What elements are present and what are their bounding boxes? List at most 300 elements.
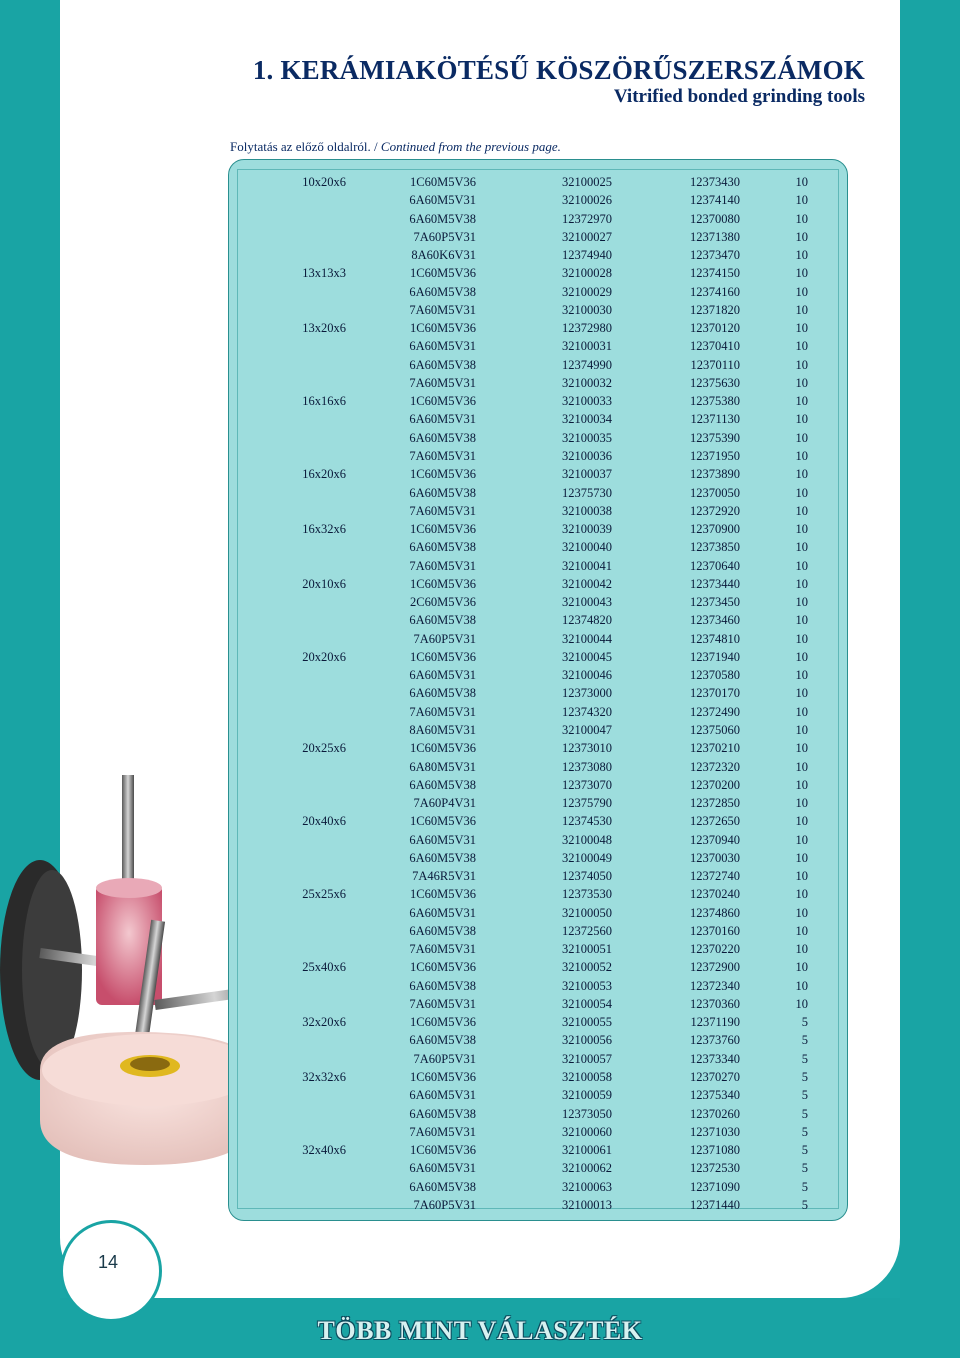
qty-cell: 10: [795, 814, 808, 829]
table-row: [238, 374, 808, 392]
article-cell: 12371030: [690, 1124, 740, 1139]
size-cell: [238, 611, 346, 629]
spec-cell: 1C60M5V36: [410, 175, 476, 189]
spec-cell: 7A46R5V31: [412, 869, 476, 884]
size-cell: [238, 831, 346, 849]
qty-cell: 10: [795, 211, 808, 226]
article-cell: 12370940: [690, 832, 740, 847]
table-row: [238, 922, 808, 940]
spec-cell: 6A60M5V38: [409, 1179, 476, 1194]
size-cell: 20x10x6: [302, 576, 346, 591]
article-cell: 12370240: [690, 887, 740, 902]
spec-cell: 6A60M5V31: [409, 1088, 476, 1103]
table-row: [238, 721, 808, 739]
spec-cell: 6A60M5V31: [409, 832, 476, 847]
table-row: [238, 940, 808, 958]
table-row: [238, 575, 808, 593]
size-cell: [238, 1123, 346, 1141]
table-row: [238, 356, 808, 374]
code-cell: 32100041: [562, 558, 612, 573]
article-cell: 12370110: [690, 357, 740, 372]
qty-cell: 10: [795, 357, 808, 372]
table-row: [238, 502, 808, 520]
code-cell: 12373530: [562, 887, 612, 902]
article-cell: 12370410: [690, 339, 740, 354]
qty-cell: 10: [795, 467, 808, 482]
table-row: [238, 337, 808, 355]
size-cell: [238, 410, 346, 428]
article-cell: 12371440: [690, 1197, 740, 1212]
code-cell: 32100053: [562, 978, 612, 993]
article-cell: 12373760: [690, 1033, 740, 1048]
qty-cell: 5: [801, 1106, 808, 1121]
article-cell: 12370200: [690, 777, 740, 792]
qty-cell: 10: [795, 175, 808, 189]
table-row: [238, 794, 808, 812]
qty-cell: 10: [795, 887, 808, 902]
size-cell: [238, 995, 346, 1013]
product-table: [238, 173, 808, 1214]
qty-cell: 10: [795, 540, 808, 555]
spec-cell: 6A60M5V38: [409, 923, 476, 938]
qty-cell: 5: [801, 1124, 808, 1139]
spec-cell: 7A60P4V31: [413, 796, 476, 811]
spec-cell: 7A60M5V31: [409, 375, 476, 390]
code-cell: 12373070: [562, 777, 612, 792]
spec-cell: 6A60M5V38: [409, 357, 476, 372]
article-cell: 12373450: [690, 595, 740, 610]
table-row: [238, 246, 808, 264]
qty-cell: 10: [795, 284, 808, 299]
spec-cell: 7A60P5V31: [413, 1051, 476, 1066]
code-cell: 12374530: [562, 814, 612, 829]
article-cell: 12375340: [690, 1088, 740, 1103]
code-cell: 32100044: [562, 631, 612, 646]
table-row: [238, 904, 808, 922]
article-cell: 12375390: [690, 430, 740, 445]
continued-note: [230, 139, 561, 155]
qty-cell: 10: [795, 978, 808, 993]
qty-cell: 10: [795, 960, 808, 975]
size-cell: 32x20x6: [302, 1015, 346, 1030]
size-cell: [238, 849, 346, 867]
size-cell: [238, 356, 346, 374]
table-row: [238, 557, 808, 575]
article-cell: 12375630: [690, 375, 740, 390]
article-cell: 12370260: [690, 1106, 740, 1121]
qty-cell: 10: [795, 448, 808, 463]
page-number: 14: [97, 1252, 119, 1272]
spec-cell: 2C60M5V36: [410, 595, 476, 610]
code-cell: 32100055: [562, 1015, 612, 1030]
code-cell: 32100056: [562, 1033, 612, 1048]
qty-cell: 5: [801, 1070, 808, 1085]
qty-cell: 5: [801, 1051, 808, 1066]
article-cell: 12371190: [690, 1015, 740, 1030]
spec-cell: 7A60M5V31: [409, 996, 476, 1011]
table-row: [238, 758, 808, 776]
code-cell: 32100063: [562, 1179, 612, 1194]
qty-cell: 10: [795, 576, 808, 591]
article-cell: 12372740: [690, 869, 740, 884]
size-cell: [238, 228, 346, 246]
product-table-panel: [228, 159, 848, 1221]
article-cell: 12370900: [690, 522, 740, 537]
article-cell: 12373460: [690, 613, 740, 628]
table-row: [238, 684, 808, 702]
article-cell: 12374150: [690, 266, 740, 281]
table-row: [238, 1105, 808, 1123]
size-cell: [238, 940, 346, 958]
table-row: [238, 958, 808, 976]
size-cell: [238, 210, 346, 228]
size-cell: [238, 1050, 346, 1068]
table-row: [238, 1013, 808, 1031]
article-cell: 12372320: [690, 759, 740, 774]
article-cell: 12373430: [690, 175, 740, 189]
spec-cell: 7A60M5V31: [409, 942, 476, 957]
article-cell: 12374810: [690, 631, 740, 646]
table-row: [238, 1196, 808, 1214]
spec-cell: 8A60K6V31: [411, 248, 476, 263]
code-cell: 32100048: [562, 832, 612, 847]
size-cell: [238, 630, 346, 648]
spec-cell: 1C60M5V36: [410, 960, 476, 975]
table-row: [238, 264, 808, 282]
qty-cell: 10: [795, 850, 808, 865]
table-row: [238, 1159, 808, 1177]
size-cell: [238, 922, 346, 940]
size-cell: [238, 1105, 346, 1123]
table-row: [238, 849, 808, 867]
table-row: [238, 191, 808, 209]
qty-cell: 10: [795, 777, 808, 792]
code-cell: 32100042: [562, 576, 612, 591]
spec-cell: 7A60M5V31: [409, 1124, 476, 1139]
size-cell: [238, 538, 346, 556]
spec-cell: 8A60M5V31: [409, 722, 476, 737]
code-cell: 32100038: [562, 503, 612, 518]
spec-cell: 7A60M5V31: [409, 704, 476, 719]
article-cell: 12370120: [690, 321, 740, 336]
qty-cell: 5: [801, 1088, 808, 1103]
table-row: [238, 611, 808, 629]
continued-note-en: Continued from the previous page.: [380, 139, 561, 154]
page-subtitle: Vitrified bonded grinding tools: [613, 86, 865, 107]
article-cell: 12374860: [690, 905, 740, 920]
table-row: [238, 831, 808, 849]
continued-note-hu: Folytatás az előző oldalról. /: [230, 139, 381, 154]
table-row: [238, 995, 808, 1013]
size-cell: [238, 283, 346, 301]
article-cell: 12370050: [690, 485, 740, 500]
article-cell: 12372340: [690, 978, 740, 993]
table-row: [238, 1031, 808, 1049]
table-row: [238, 666, 808, 684]
spec-cell: 6A60M5V31: [409, 193, 476, 208]
spec-cell: 7A60P5V31: [413, 1197, 476, 1212]
code-cell: 32100049: [562, 850, 612, 865]
size-cell: 32x40x6: [302, 1143, 346, 1158]
size-cell: [238, 557, 346, 575]
qty-cell: 10: [795, 193, 808, 208]
qty-cell: 10: [795, 722, 808, 737]
code-cell: 12374320: [562, 704, 612, 719]
table-row: [238, 1123, 808, 1141]
code-cell: 12375730: [562, 485, 612, 500]
size-cell: 20x25x6: [302, 741, 346, 756]
table-row: [238, 301, 808, 319]
size-cell: [238, 904, 346, 922]
table-row: [238, 1068, 808, 1086]
table-row: [238, 1086, 808, 1104]
table-row: [238, 410, 808, 428]
size-cell: 20x40x6: [302, 814, 346, 829]
size-cell: 20x20x6: [302, 649, 346, 664]
table-row: [238, 812, 808, 830]
spec-cell: 1C60M5V36: [410, 1015, 476, 1030]
code-cell: 32100050: [562, 905, 612, 920]
code-cell: 32100039: [562, 522, 612, 537]
table-row: [238, 1141, 808, 1159]
qty-cell: 10: [795, 522, 808, 537]
code-cell: 32100032: [562, 375, 612, 390]
size-cell: [238, 502, 346, 520]
qty-cell: 10: [795, 942, 808, 957]
size-cell: [238, 1159, 346, 1177]
table-row: [238, 977, 808, 995]
footer-slogan: TÖBB MINT VÁLASZTÉK: [317, 1316, 643, 1345]
article-cell: 12370210: [690, 741, 740, 756]
spec-cell: 1C60M5V36: [410, 1070, 476, 1085]
size-cell: 13x20x6: [302, 321, 346, 336]
article-cell: 12371380: [690, 229, 740, 244]
code-cell: 32100061: [562, 1143, 612, 1158]
table-row: [238, 703, 808, 721]
size-cell: 32x32x6: [302, 1070, 346, 1085]
article-cell: 12370580: [690, 668, 740, 683]
code-cell: 32100051: [562, 942, 612, 957]
table-row: [238, 630, 808, 648]
size-cell: 16x20x6: [302, 467, 346, 482]
qty-cell: 10: [795, 248, 808, 263]
size-cell: [238, 337, 346, 355]
table-row: [238, 776, 808, 794]
code-cell: 12373050: [562, 1106, 612, 1121]
qty-cell: 10: [795, 905, 808, 920]
code-cell: 32100028: [562, 266, 612, 281]
spec-cell: 6A60M5V38: [409, 777, 476, 792]
table-row: [238, 283, 808, 301]
table-row: [238, 1050, 808, 1068]
spec-cell: 6A60M5V38: [409, 284, 476, 299]
article-cell: 12374140: [690, 193, 740, 208]
table-row: [238, 867, 808, 885]
table-row: [238, 228, 808, 246]
table-row: [238, 173, 808, 191]
spec-cell: 7A60M5V31: [409, 448, 476, 463]
qty-cell: 10: [795, 430, 808, 445]
article-cell: 12371130: [690, 412, 740, 427]
size-cell: [238, 721, 346, 739]
qty-cell: 5: [801, 1179, 808, 1194]
table-row: [238, 593, 808, 611]
spec-cell: 6A60M5V31: [409, 1161, 476, 1176]
size-cell: 10x20x6: [302, 175, 346, 189]
spec-cell: 1C60M5V36: [410, 741, 476, 756]
size-cell: [238, 429, 346, 447]
article-cell: 12371080: [690, 1143, 740, 1158]
article-cell: 12374160: [690, 284, 740, 299]
size-cell: [238, 301, 346, 319]
qty-cell: 10: [795, 869, 808, 884]
qty-cell: 10: [795, 649, 808, 664]
size-cell: [238, 867, 346, 885]
product-table-frame: [237, 169, 839, 1212]
code-cell: 12373000: [562, 686, 612, 701]
size-cell: 25x40x6: [302, 960, 346, 975]
code-cell: 32100013: [562, 1197, 612, 1212]
qty-cell: 5: [801, 1143, 808, 1158]
spec-cell: 6A60M5V38: [409, 430, 476, 445]
table-row: [238, 1178, 808, 1196]
article-cell: 12372850: [690, 796, 740, 811]
qty-cell: 10: [795, 266, 808, 281]
article-cell: 12375060: [690, 722, 740, 737]
spec-cell: 1C60M5V36: [410, 814, 476, 829]
code-cell: 32100060: [562, 1124, 612, 1139]
article-cell: 12373440: [690, 576, 740, 591]
code-cell: 32100031: [562, 339, 612, 354]
qty-cell: 10: [795, 759, 808, 774]
size-cell: [238, 484, 346, 502]
article-cell: 12375380: [690, 394, 740, 409]
spec-cell: 1C60M5V36: [410, 321, 476, 336]
code-cell: 12374940: [562, 248, 612, 263]
qty-cell: 10: [795, 741, 808, 756]
size-cell: 16x32x6: [302, 522, 346, 537]
frame-right: [900, 0, 960, 1358]
qty-cell: 10: [795, 704, 808, 719]
code-cell: 32100036: [562, 448, 612, 463]
spec-cell: 7A60M5V31: [409, 302, 476, 317]
article-cell: 12370030: [690, 850, 740, 865]
spec-cell: 7A60P5V31: [413, 229, 476, 244]
code-cell: 32100059: [562, 1088, 612, 1103]
table-row: [238, 484, 808, 502]
size-cell: [238, 666, 346, 684]
size-cell: 16x16x6: [302, 394, 346, 409]
size-cell: [238, 776, 346, 794]
article-cell: 12372900: [690, 960, 740, 975]
code-cell: 32100043: [562, 595, 612, 610]
article-cell: 12372920: [690, 503, 740, 518]
code-cell: 12372560: [562, 923, 612, 938]
code-cell: 12372970: [562, 211, 612, 226]
spec-cell: 6A60M5V31: [409, 668, 476, 683]
code-cell: 32100025: [562, 175, 612, 189]
qty-cell: 10: [795, 302, 808, 317]
spec-cell: 1C60M5V36: [410, 266, 476, 281]
table-row: [238, 538, 808, 556]
size-cell: [238, 758, 346, 776]
spec-cell: 1C60M5V36: [410, 467, 476, 482]
article-cell: 12372490: [690, 704, 740, 719]
article-cell: 12370360: [690, 996, 740, 1011]
qty-cell: 10: [795, 485, 808, 500]
article-cell: 12370170: [690, 686, 740, 701]
code-cell: 32100037: [562, 467, 612, 482]
article-cell: 12373470: [690, 248, 740, 263]
size-cell: [238, 794, 346, 812]
code-cell: 12375790: [562, 796, 612, 811]
code-cell: 32100052: [562, 960, 612, 975]
table-row: [238, 648, 808, 666]
table-row: [238, 739, 808, 757]
code-cell: 12373080: [562, 759, 612, 774]
article-cell: 12370270: [690, 1070, 740, 1085]
table-row: [238, 447, 808, 465]
code-cell: 32100045: [562, 649, 612, 664]
code-cell: 12374050: [562, 869, 612, 884]
code-cell: 32100046: [562, 668, 612, 683]
size-cell: [238, 246, 346, 264]
qty-cell: 10: [795, 229, 808, 244]
code-cell: 32100027: [562, 229, 612, 244]
qty-cell: 10: [795, 832, 808, 847]
qty-cell: 10: [795, 996, 808, 1011]
table-row: [238, 210, 808, 228]
page-title: 1. KERÁMIAKÖTÉSŰ KÖSZÖRŰSZERSZÁMOK: [252, 55, 865, 85]
table-row: [238, 520, 808, 538]
qty-cell: 10: [795, 321, 808, 336]
qty-cell: 10: [795, 339, 808, 354]
spec-cell: 6A60M5V31: [409, 412, 476, 427]
size-cell: [238, 191, 346, 209]
table-row: [238, 465, 808, 483]
code-cell: 32100057: [562, 1051, 612, 1066]
code-cell: 12373010: [562, 741, 612, 756]
article-cell: 12372530: [690, 1161, 740, 1176]
qty-cell: 5: [801, 1033, 808, 1048]
size-cell: 25x25x6: [302, 887, 346, 902]
article-cell: 12373890: [690, 467, 740, 482]
table-row: [238, 429, 808, 447]
spec-cell: 1C60M5V36: [410, 1143, 476, 1158]
code-cell: 32100033: [562, 394, 612, 409]
code-cell: 32100047: [562, 722, 612, 737]
spec-cell: 7A60M5V31: [409, 503, 476, 518]
table-row: [238, 392, 808, 410]
qty-cell: 10: [795, 412, 808, 427]
article-cell: 12371820: [690, 302, 740, 317]
article-cell: 12372650: [690, 814, 740, 829]
qty-cell: 10: [795, 686, 808, 701]
spec-cell: 6A60M5V38: [409, 1106, 476, 1121]
table-row: [238, 885, 808, 903]
spec-cell: 6A80M5V31: [409, 759, 476, 774]
code-cell: 32100035: [562, 430, 612, 445]
code-cell: 12374820: [562, 613, 612, 628]
size-cell: [238, 374, 346, 392]
spec-cell: 6A60M5V31: [409, 339, 476, 354]
code-cell: 32100058: [562, 1070, 612, 1085]
spec-cell: 1C60M5V36: [410, 887, 476, 902]
article-cell: 12370080: [690, 211, 740, 226]
code-cell: 32100054: [562, 996, 612, 1011]
qty-cell: 10: [795, 503, 808, 518]
article-cell: 12370640: [690, 558, 740, 573]
